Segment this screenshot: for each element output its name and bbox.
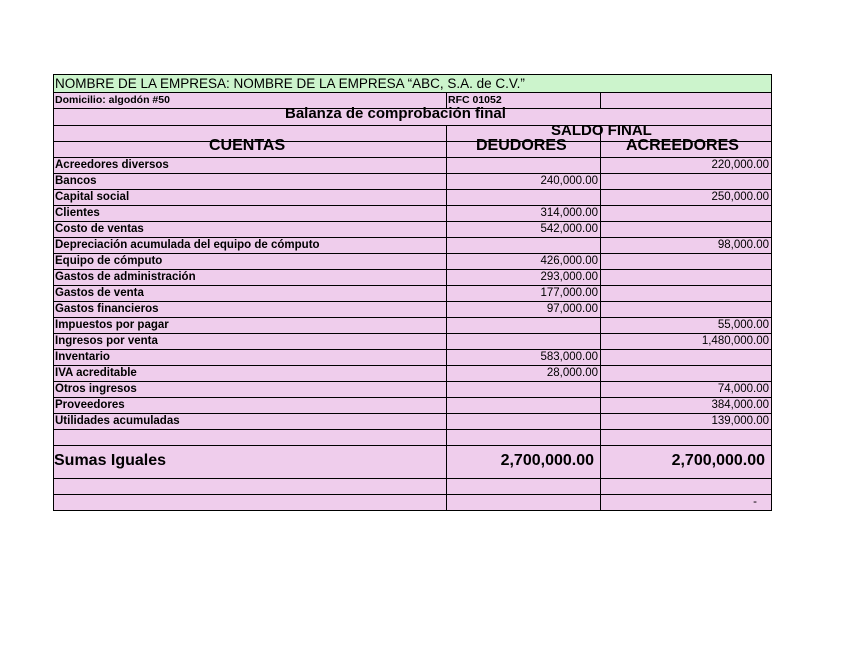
totals-row [53, 446, 772, 479]
account-name[interactable]: Gastos financieros [53, 302, 447, 317]
debit-cell[interactable]: 583,000.00 [447, 350, 601, 365]
table-row [53, 318, 772, 334]
account-name[interactable]: Depreciación acumulada del equipo de cómputo [53, 238, 447, 253]
account-name[interactable]: Clientes [53, 206, 447, 221]
empty-cell[interactable] [601, 479, 772, 494]
table-row [53, 158, 772, 174]
credit-cell[interactable] [601, 174, 772, 189]
totals-credit[interactable]: 2,700,000.00 [601, 446, 772, 478]
credit-cell[interactable] [601, 270, 772, 285]
debit-cell[interactable]: 314,000.00 [447, 206, 601, 221]
table-row [53, 254, 772, 270]
account-name[interactable]: Utilidades acumuladas [53, 414, 447, 429]
table-row [53, 382, 772, 398]
credit-cell[interactable] [601, 254, 772, 269]
table-row [53, 206, 772, 222]
credit-cell[interactable]: 384,000.00 [601, 398, 772, 413]
debit-cell[interactable] [447, 190, 601, 205]
company-name-cell[interactable]: NOMBRE DE LA EMPRESA: NOMBRE DE LA EMPRESA “ABC, S.A. de C.V.” [53, 75, 772, 92]
credit-cell[interactable]: 220,000.00 [601, 158, 772, 173]
saldo-final-label: SALDO FINAL [551, 122, 652, 139]
credit-cell[interactable]: 55,000.00 [601, 318, 772, 333]
account-name[interactable]: Capital social [53, 190, 447, 205]
account-name[interactable]: Bancos [53, 174, 447, 189]
credit-cell[interactable] [601, 222, 772, 237]
table-row [53, 302, 772, 318]
account-name[interactable]: Proveedores [53, 398, 447, 413]
account-name[interactable]: Acreedores diversos [53, 158, 447, 173]
column-header-acreedores: ACREEDORES [626, 137, 739, 154]
debit-cell[interactable] [447, 158, 601, 173]
debit-cell[interactable] [447, 398, 601, 413]
table-row [53, 350, 772, 366]
empty-cell[interactable] [53, 479, 447, 494]
debit-cell[interactable]: 97,000.00 [447, 302, 601, 317]
table-row [53, 366, 772, 382]
debit-cell[interactable] [447, 414, 601, 429]
empty-row [53, 479, 772, 495]
credit-cell[interactable] [601, 366, 772, 381]
empty-cell[interactable] [447, 495, 601, 510]
table-row [53, 286, 772, 302]
account-name[interactable]: Impuestos por pagar [53, 318, 447, 333]
credit-cell[interactable] [601, 206, 772, 221]
account-name[interactable]: Otros ingresos [53, 382, 447, 397]
rfc-cell[interactable]: RFC 01052 [447, 93, 601, 108]
account-name[interactable]: Gastos de venta [53, 286, 447, 301]
totals-debit[interactable]: 2,700,000.00 [447, 446, 601, 478]
debit-cell[interactable] [447, 334, 601, 349]
difference-cell[interactable]: - [601, 495, 772, 510]
debit-cell[interactable]: 177,000.00 [447, 286, 601, 301]
debit-cell[interactable] [447, 238, 601, 253]
empty-row [53, 430, 772, 446]
account-name[interactable]: Costo de ventas [53, 222, 447, 237]
company-row [53, 74, 772, 93]
debit-cell[interactable]: 542,000.00 [447, 222, 601, 237]
difference-row [53, 495, 772, 511]
empty-cell[interactable] [53, 430, 447, 445]
table-row [53, 398, 772, 414]
empty-cell[interactable] [447, 430, 601, 445]
account-name[interactable]: IVA acreditable [53, 366, 447, 381]
empty-cell[interactable] [601, 93, 772, 108]
column-header-deudores: DEUDORES [476, 137, 567, 154]
debit-cell[interactable] [447, 382, 601, 397]
credit-cell[interactable]: 250,000.00 [601, 190, 772, 205]
table-row [53, 222, 772, 238]
credit-cell[interactable] [601, 350, 772, 365]
empty-cell[interactable] [601, 430, 772, 445]
credit-cell[interactable]: 98,000.00 [601, 238, 772, 253]
table-row [53, 238, 772, 254]
credit-cell[interactable] [601, 286, 772, 301]
report-title: Balanza de comprobación final [285, 105, 506, 122]
address-cell[interactable]: Domicilio: algodón #50 [53, 93, 447, 108]
account-name[interactable]: Inventario [53, 350, 447, 365]
table-row [53, 174, 772, 190]
table-row [53, 414, 772, 430]
credit-cell[interactable]: 139,000.00 [601, 414, 772, 429]
credit-cell[interactable]: 74,000.00 [601, 382, 772, 397]
column-header-row [53, 137, 772, 158]
debit-cell[interactable]: 240,000.00 [447, 174, 601, 189]
debit-cell[interactable]: 293,000.00 [447, 270, 601, 285]
empty-cell[interactable] [447, 479, 601, 494]
credit-cell[interactable]: 1,480,000.00 [601, 334, 772, 349]
report-title-row [53, 105, 772, 126]
account-name[interactable]: Equipo de cómputo [53, 254, 447, 269]
debit-cell[interactable]: 426,000.00 [447, 254, 601, 269]
account-name[interactable]: Gastos de administración [53, 270, 447, 285]
credit-cell[interactable] [601, 302, 772, 317]
table-row [53, 270, 772, 286]
table-row [53, 190, 772, 206]
balance-sheet-table [53, 74, 772, 511]
table-row [53, 334, 772, 350]
account-name[interactable]: Ingresos por venta [53, 334, 447, 349]
empty-cell[interactable] [53, 495, 447, 510]
totals-label[interactable]: Sumas Iguales [53, 446, 447, 478]
debit-cell[interactable] [447, 318, 601, 333]
column-header-cuentas: CUENTAS [209, 137, 286, 154]
debit-cell[interactable]: 28,000.00 [447, 366, 601, 381]
